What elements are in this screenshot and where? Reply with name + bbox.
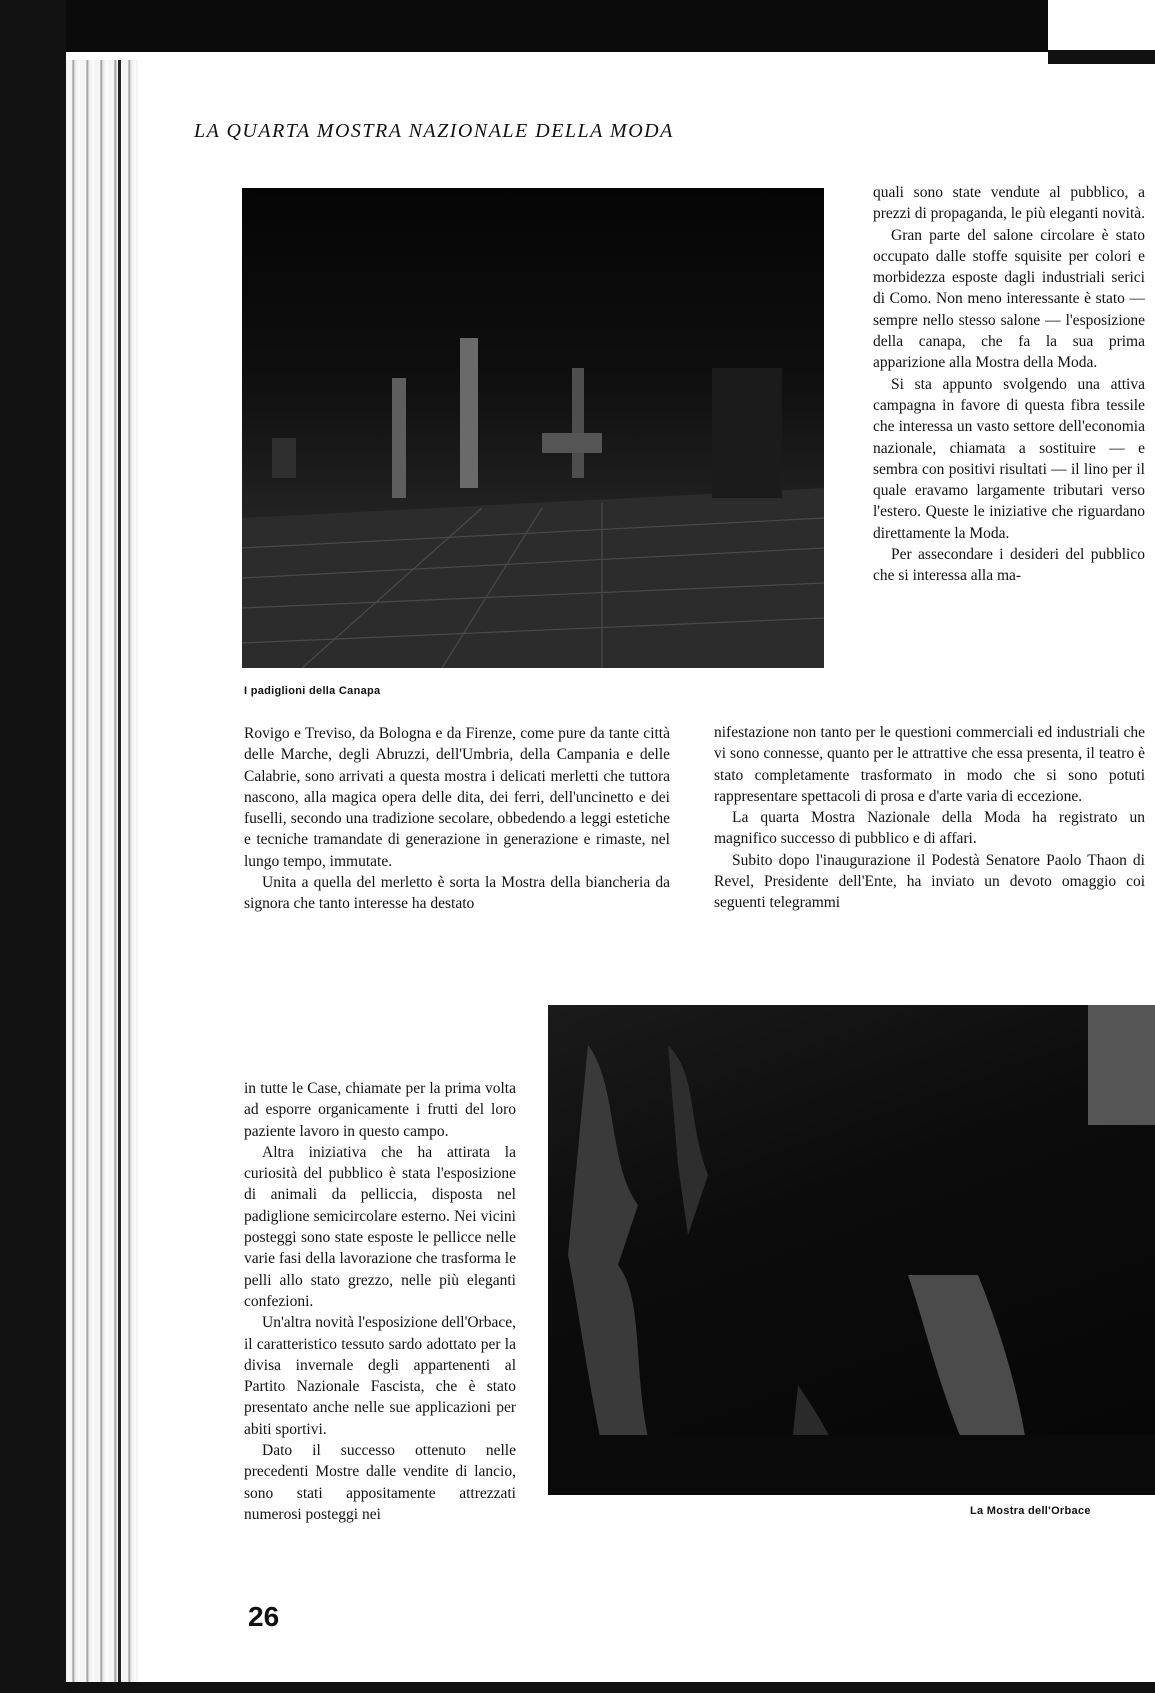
article-column-right — [873, 182, 1145, 587]
page-number: 26 — [248, 1601, 280, 1632]
photo-caption: I padiglioni della Canapa — [244, 685, 381, 697]
paragraph: quali sono state vendute al pubblico, a prezzi di propaganda, le più eleganti novità. — [873, 184, 1146, 223]
scan-edge-left — [0, 0, 66, 1693]
paragraph: in tutte le Case, chiamate per la prima volta ad esporre organicamente i frutti del loro paziente lavoro in questo campo. — [244, 1080, 516, 1140]
book-spine-shadow — [118, 60, 121, 1693]
book-spine — [66, 60, 138, 1693]
paragraph: Altra iniziativa che ha attirata la curiosità del pubblico è stata l'esposizione di animali da pelliccia, disposta nel padiglione semicircolare esterno. Nei vicini posteggi sono state esposte le pellicce nelle varie fasi della lavorazione che trasforma le pelli allo stato grezzo, nelle più eleganti confezioni. — [244, 1143, 516, 1310]
article-column-right-wide — [714, 722, 1145, 914]
paragraph: Per assecondare i desideri del pubblico che si interessa alla ma- — [873, 546, 1145, 585]
paragraph: Unita a quella del merletto è sorta la Mostra della biancheria da signora che tanto interesse ha destato — [244, 874, 670, 913]
paragraph: Rovigo e Treviso, da Bologna e da Firenze, come pure da tante città delle Marche, degli Abruzzi, dell'Umbria, della Campania e delle Calabrie, sono arrivati a questa mostra i delicati merletti che tuttora nascono, alla magica opera delle dita, dei ferri, dell'uncinetto e dei fuselli, secondo una tradizione secolare, obbedendo a leggi estetiche e tecniche tramandate di generazione in generazione e rimaste, nel lungo tempo, immutate. — [244, 725, 670, 870]
photo-hemp-pavilions — [242, 188, 824, 668]
article-column-left-narrow — [244, 1078, 516, 1525]
scan-edge-top — [0, 0, 1050, 52]
scan-edge-bottom — [66, 1682, 1155, 1693]
paragraph: Un'altra novità l'esposizione dell'Orbace, il caratteristico tessuto sardo adottato per la divisa invernale degli appartenenti al Partito Nazionale Fascista, che è stato presentato anche nelle sue applicazioni per abiti sportivi. — [244, 1314, 516, 1438]
paragraph: Gran parte del salone circolare è stato occupato dalle stoffe squisite per colori e morbidezza esposte dagli industriali serici di Como. Non meno interessante è stato — sempre nello stesso salone — l'esposizione della canapa, che fa la sua prima apparizione alla Mostra della Moda. — [873, 226, 1145, 372]
photo-caption: La Mostra dell'Orbace — [970, 1505, 1091, 1517]
photo-orbace-exhibit — [548, 1005, 1155, 1495]
article-column-left-top — [244, 723, 670, 915]
paragraph: nifestazione non tanto per le questioni commerciali ed industriali che vi sono connesse, quanto per le attrattive che essa presenta, il teatro è stato completamente trasformato in modo che si sono potuti rappresentare spettacoli di prosa e d'arte varia di eccezione. — [714, 724, 1145, 805]
paragraph: La quarta Mostra Nazionale della Moda ha registrato un magnifico successo di pubblico e di affari. — [714, 809, 1145, 848]
scan-edge-right — [1048, 50, 1155, 64]
paragraph: Si sta appunto svolgendo una attiva campagna in favore di questa fibra tessile che interessa un vasto settore dell'economia nazionale, chiamata a sostituire — e sembra con positivi risultati — il lino per il quale eravamo largamente tributari verso l'estero. Queste le iniziative che riguardano direttamente la Moda. — [873, 375, 1145, 542]
photo-hemp-pavilions-drawing — [242, 188, 824, 668]
running-header: LA QUARTA MOSTRA NAZIONALE DELLA MODA — [194, 120, 674, 142]
photo-orbace-exhibit-drawing — [548, 1005, 1155, 1495]
paragraph: Subito dopo l'inaugurazione il Podestà Senatore Paolo Thaon di Revel, Presidente dell'Ente, ha inviato un devoto omaggio coi seguenti telegrammi — [714, 851, 1145, 912]
paragraph: Dato il successo ottenuto nelle precedenti Mostre dalle vendite di lancio, sono stati appositamente attrezzati numerosi posteggi nei — [244, 1442, 516, 1523]
